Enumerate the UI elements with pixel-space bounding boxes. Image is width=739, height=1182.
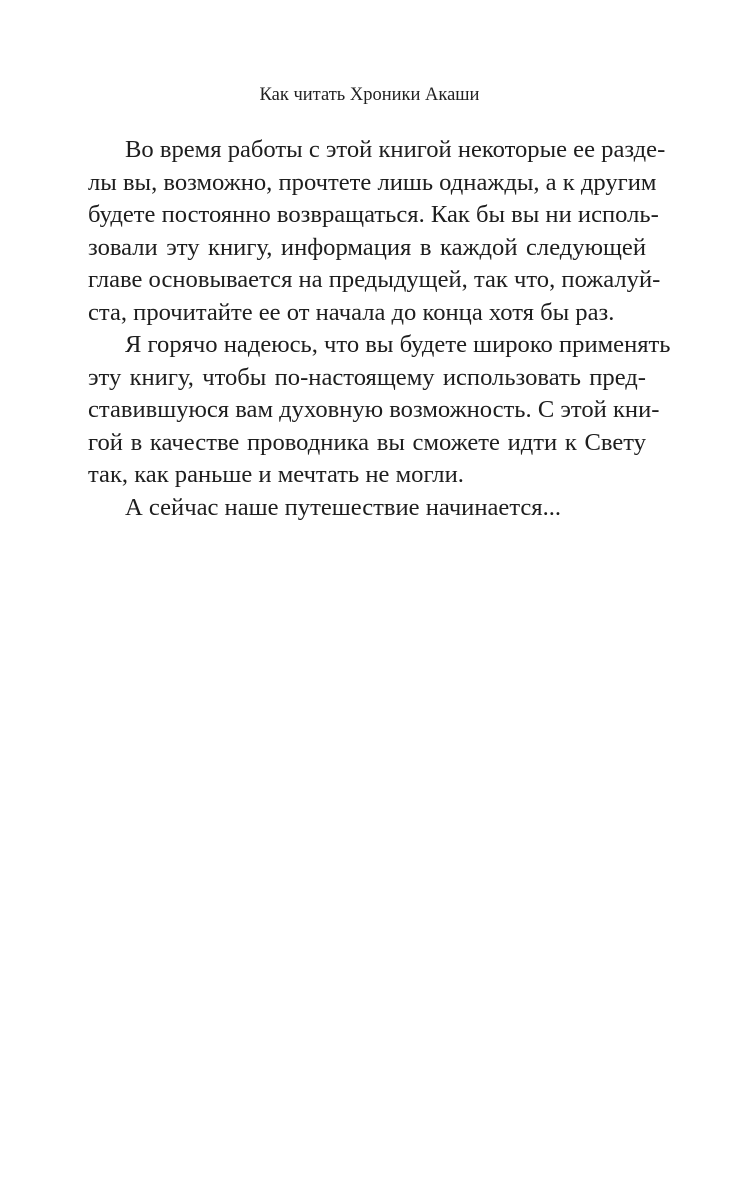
paragraph-1 <box>88 134 666 329</box>
text-line: гой в качестве проводника вы сможете идти к Свету <box>88 428 646 456</box>
paragraph-2 <box>88 329 671 492</box>
text-line: Я горячо надеюсь, что вы будете широко применять <box>125 331 671 358</box>
text-line: главе основывается на предыдущей, так что, пожалуй- <box>88 266 661 293</box>
text-line: будете постоянно возвращаться. Как бы вы ни исполь- <box>88 201 659 228</box>
text-line: А сейчас наше путешествие начинается... <box>125 493 562 521</box>
running-header: Как читать Хроники Акаши <box>259 85 480 105</box>
paragraph-3 <box>88 492 646 525</box>
text-line: Во время работы с этой книгой некоторые ее разде- <box>125 136 666 163</box>
text-line: так, как раньше и мечтать не могли. <box>88 461 464 488</box>
text-line: лы вы, возможно, прочтете лишь однажды, а к другим <box>88 168 657 196</box>
text-line: ставившуюся вам духовную возможность. С этой кни- <box>88 396 660 423</box>
body-text <box>88 134 671 524</box>
text-line: зовали эту книгу, информация в каждой следующей <box>88 233 646 261</box>
text-line: эту книгу, чтобы по-настоящему использовать пред- <box>88 363 646 391</box>
text-line: ста, прочитайте ее от начала до конца хотя бы раз. <box>88 298 615 326</box>
